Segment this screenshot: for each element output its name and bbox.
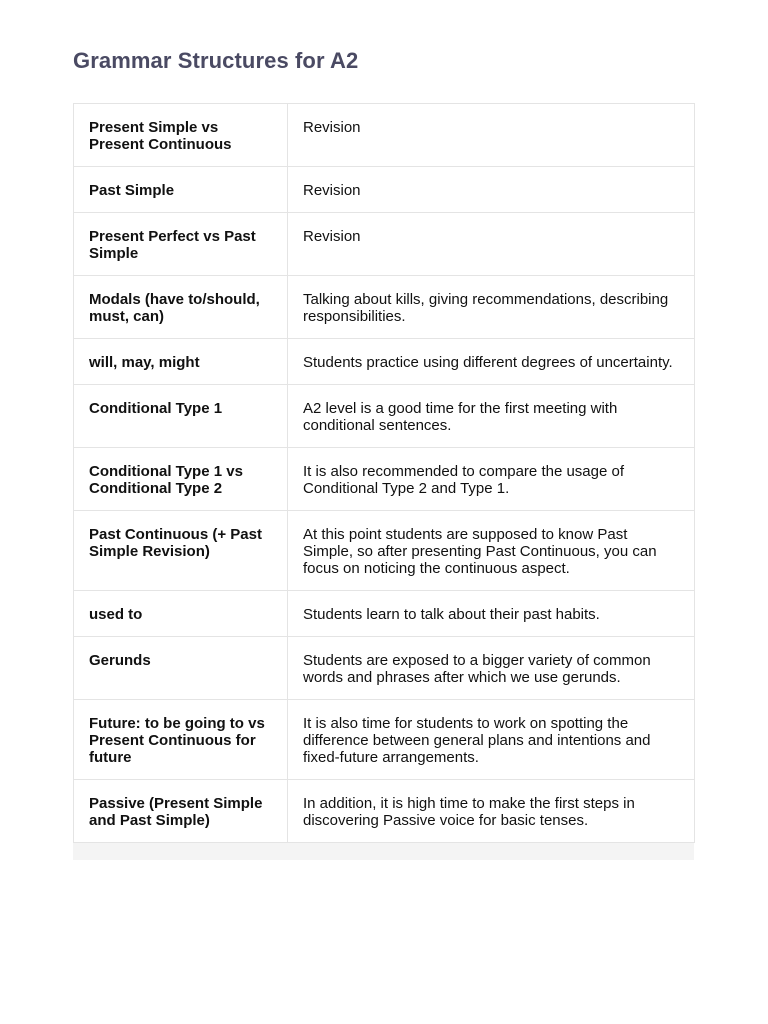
note-cell: Students practice using different degrees of uncertainty.	[288, 339, 695, 385]
table-row	[74, 339, 695, 385]
topic-cell: Conditional Type 1 vs Conditional Type 2	[74, 448, 288, 511]
topic-cell: Past Simple	[74, 167, 288, 213]
table-row	[74, 213, 695, 276]
topic-cell: Past Continuous (+ Past Simple Revision)	[74, 511, 288, 591]
topic-cell: Future: to be going to vs Present Continuous for future	[74, 700, 288, 780]
table-row	[74, 780, 695, 843]
note-cell: Revision	[288, 104, 695, 167]
table-footer-bar	[73, 843, 694, 860]
topic-cell: Gerunds	[74, 637, 288, 700]
table-row	[74, 167, 695, 213]
note-cell: Students learn to talk about their past habits.	[288, 591, 695, 637]
table-row	[74, 385, 695, 448]
topic-cell: Passive (Present Simple and Past Simple)	[74, 780, 288, 843]
grammar-table-container	[73, 103, 694, 860]
note-cell: Revision	[288, 213, 695, 276]
note-cell: In addition, it is high time to make the first steps in discovering Passive voice for basic tenses.	[288, 780, 695, 843]
topic-cell: Conditional Type 1	[74, 385, 288, 448]
topic-cell: Present Perfect vs Past Simple	[74, 213, 288, 276]
topic-cell: will, may, might	[74, 339, 288, 385]
note-cell: It is also recommended to compare the usage of Conditional Type 2 and Type 1.	[288, 448, 695, 511]
topic-cell: Modals (have to/should, must, can)	[74, 276, 288, 339]
table-row	[74, 637, 695, 700]
page-title: Grammar Structures for A2	[73, 48, 359, 73]
table-row	[74, 700, 695, 780]
table-row	[74, 276, 695, 339]
note-cell: It is also time for students to work on spotting the difference between general plans and intentions and fixed-future arrangements.	[288, 700, 695, 780]
note-cell: A2 level is a good time for the first meeting with conditional sentences.	[288, 385, 695, 448]
table-row	[74, 104, 695, 167]
topic-cell: Present Simple vs Present Continuous	[74, 104, 288, 167]
topic-cell: used to	[74, 591, 288, 637]
note-cell: Revision	[288, 167, 695, 213]
table-row	[74, 448, 695, 511]
note-cell: Talking about kills, giving recommendations, describing responsibilities.	[288, 276, 695, 339]
grammar-table	[73, 103, 695, 843]
table-row	[74, 591, 695, 637]
table-row	[74, 511, 695, 591]
note-cell: Students are exposed to a bigger variety of common words and phrases after which we use gerunds.	[288, 637, 695, 700]
note-cell: At this point students are supposed to know Past Simple, so after presenting Past Continuous, you can focus on noticing the continuous aspect.	[288, 511, 695, 591]
